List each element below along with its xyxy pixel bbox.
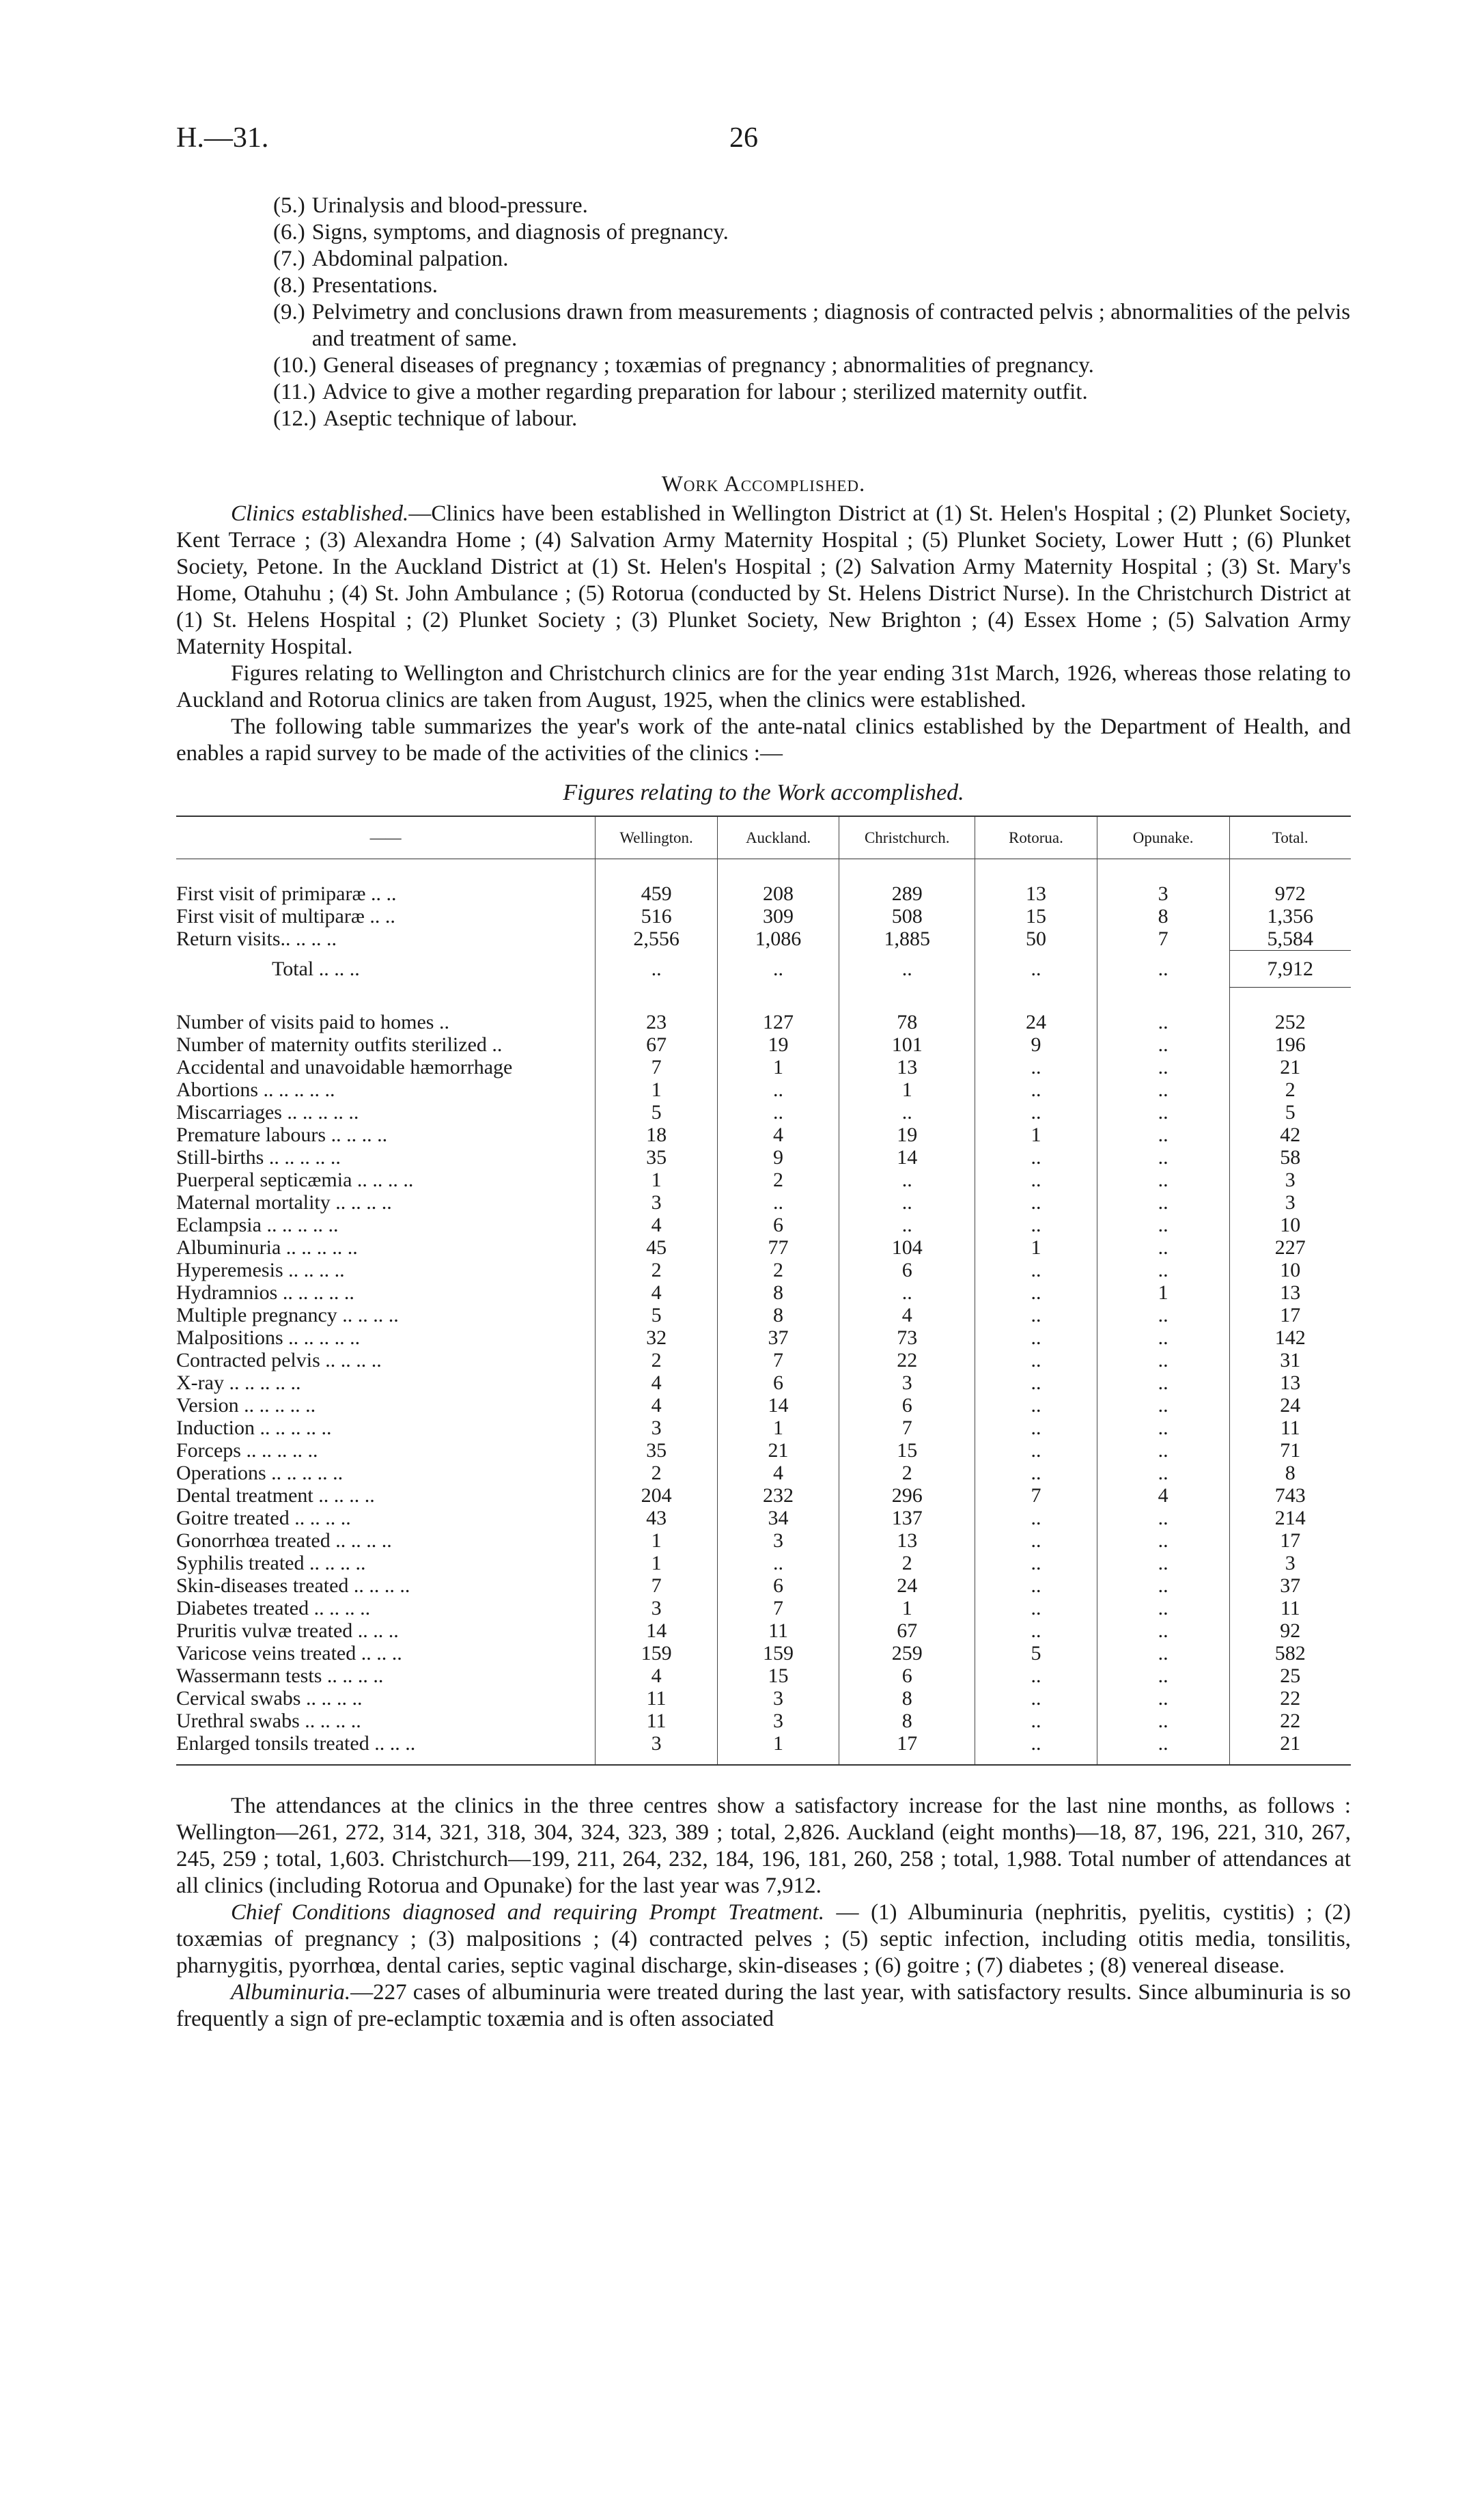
- main-body: [176, 471, 1351, 2033]
- table-row: Accidental and unavoidable hæmorrhage 7 1 13 .. .. 21: [176, 1056, 1351, 1078]
- total-row: Total .. .. .. .. .. .. .. .. 7,912: [176, 951, 1351, 988]
- table-row: Return visits.. .. .. .. 2,556 1,086 1,885 50 7 5,584: [176, 928, 1351, 951]
- table-row: Pruritis vulvæ treated .. .. .. 14 11 67 .. .. 92: [176, 1619, 1351, 1642]
- column-header: Auckland.: [717, 816, 839, 859]
- table-row: Version .. .. .. .. .. 4 14 6 .. .. 24: [176, 1394, 1351, 1417]
- paragraph-clinics: Clinics established.—Clinics have been established in Wellington District at (1) St. Helen's Hospital ; (2) Plunket Society, Kent Terrace ; (3) Alexandra Home ; (4) Salvation Army Maternity Hospital ; (5) Plunket Society, Lower Hutt ; (6) Plunket Society, Petone. In the Auckland District at (1) St. Helen's Hospital ; (2) Salvation Army Maternity Hospital ; (3) St. Mary's Home, Otahuhu ; (4) St. John Ambulance ; (5) Rotorua (conducted by St. Helens District Nurse). In the Christchurch District at (1) St. Helens Hospital ; (2) Plunket Society ; (3) Plunket Society, New Brighton ; (4) Essex Home ; (5) Salvation Army Maternity Hospital.: [176, 501, 1351, 659]
- column-header: Opunake.: [1097, 816, 1229, 859]
- table-row: Wassermann tests .. .. .. .. 4 15 6 .. .. 25: [176, 1665, 1351, 1687]
- paragraph-chief-conditions: Chief Conditions diagnosed and requiring Prompt Treatment. — (1) Albuminuria (nephritis, pyelitis, cystitis) ; (2) toxæmias of pregnancy ; (3) malpositions ; (4) contracted pelves ; (5) septic infection, including otitis media, tonsilitis, pharnygitis, pyorrhœa, dental caries, septic vaginal discharge, skin-diseases ; (6) goitre ; (7) diabetes ; (8) venereal disease.: [176, 1900, 1352, 1978]
- section-heading: Work Accomplished.: [661, 472, 866, 497]
- column-header: Total.: [1229, 816, 1351, 859]
- table-row: Induction .. .. .. .. .. 3 1 7 .. .. 11: [176, 1417, 1351, 1439]
- table-row: Enlarged tonsils treated .. .. .. 3 1 17 .. .. 21: [176, 1732, 1351, 1755]
- column-header: Rotorua.: [975, 816, 1097, 859]
- list-item: (6.) Signs, symptoms, and diagnosis of pregnancy.: [273, 220, 729, 245]
- list-item: (7.) Abdominal palpation.: [273, 247, 509, 271]
- page-number: 26: [729, 122, 758, 154]
- table-row: Urethral swabs .. .. .. .. 11 3 8 .. .. 22: [176, 1710, 1351, 1732]
- table-row: Premature labours .. .. .. .. 18 4 19 1 .. 42: [176, 1124, 1351, 1146]
- closing-text: [176, 1793, 1351, 2033]
- table-row: Hyperemesis .. .. .. .. 2 2 6 .. .. 10: [176, 1259, 1351, 1281]
- list-item: (10.) General diseases of pregnancy ; toxæmias of pregnancy ; abnormalities of pregnancy.: [273, 353, 1094, 378]
- table-row: Contracted pelvis .. .. .. .. 2 7 22 .. .. 31: [176, 1349, 1351, 1371]
- table-row: Malpositions .. .. .. .. .. 32 37 73 .. .. 142: [176, 1326, 1351, 1349]
- table-body: [176, 859, 1351, 1766]
- run-in-heading: Clinics established.: [231, 501, 409, 526]
- table-row: First visit of primiparæ .. .. 459 208 289 13 3 972: [176, 882, 1351, 905]
- syllabus-list: [273, 193, 1359, 432]
- list-item: (5.) Urinalysis and blood-pressure.: [273, 193, 588, 218]
- paragraph-albuminuria: Albuminuria.—227 cases of albuminuria were treated during the last year, with satisfactory results. Since albuminuria is so frequently a sign of pre-eclamptic toxæmia and is often associated: [176, 1980, 1351, 2031]
- table-row: Syphilis treated .. .. .. .. 1 .. 2 .. .. 3: [176, 1552, 1351, 1574]
- paragraph-summary: The following table summarizes the year's work of the ante-natal clinics established by the Department of Health, and enables a rapid survey to be made of the activities of the clinics :—: [176, 714, 1351, 766]
- run-in-heading: Albuminuria.: [231, 1980, 351, 2005]
- table-row: Varicose veins treated .. .. .. 159 159 259 5 .. 582: [176, 1642, 1351, 1665]
- report-code: H.—31.: [176, 122, 269, 154]
- list-item: (11.) Advice to give a mother regarding preparation for labour ; sterilized maternity outfit.: [273, 380, 1088, 404]
- table-row: Miscarriages .. .. .. .. .. 5 .. .. .. .. 5: [176, 1101, 1351, 1124]
- list-item: (8.) Presentations.: [273, 273, 438, 298]
- column-header: Christchurch.: [839, 816, 975, 859]
- table-row: Eclampsia .. .. .. .. .. 4 6 .. .. .. 10: [176, 1214, 1351, 1236]
- table-row: Skin-diseases treated .. .. .. .. 7 6 24 .. .. 37: [176, 1574, 1351, 1597]
- table-row: Albuminuria .. .. .. .. .. 45 77 104 1 .. 227: [176, 1236, 1351, 1259]
- column-header: Wellington.: [596, 816, 717, 859]
- table-row: Operations .. .. .. .. .. 2 4 2 .. .. 8: [176, 1462, 1351, 1484]
- table-row: Number of visits paid to homes .. 23 127 78 24 .. 252: [176, 1011, 1351, 1033]
- list-item: (12.) Aseptic technique of labour.: [273, 406, 578, 431]
- table-row: Goitre treated .. .. .. .. 43 34 137 .. .. 214: [176, 1507, 1351, 1529]
- table-row: Forceps .. .. .. .. .. 35 21 15 .. .. 71: [176, 1439, 1351, 1462]
- table-row: Abortions .. .. .. .. .. 1 .. 1 .. .. 2: [176, 1078, 1351, 1101]
- table-row: Gonorrhœa treated .. .. .. .. 1 3 13 .. .. 17: [176, 1529, 1351, 1552]
- table-row: Cervical swabs .. .. .. .. 11 3 8 .. .. 22: [176, 1687, 1351, 1710]
- work-table: [176, 816, 1351, 1766]
- paragraph-attendances: The attendances at the clinics in the three centres show a satisfactory increase for the last nine months, as follows : Wellington—261, 272, 314, 321, 318, 304, 324, 323, 389 ; total, 2,826. Auckland (eight months)—18, 87, 196, 221, 310, 267, 245, 259 ; total, 1,603. Christchurch—199, 211, 264, 232, 184, 196, 181, 260, 258 ; total, 1,988. Total number of attendances at all clinics (including Rotorua and Opunake) for the last year was 7,912.: [176, 1794, 1351, 1898]
- table-row: Hydramnios .. .. .. .. .. 4 8 .. .. 1 13: [176, 1281, 1351, 1304]
- list-item: (9.) Pelvimetry and conclusions drawn from measurements ; diagnosis of contracted pelvis ; abnormalities of the pelvis and treatment of same.: [273, 300, 1351, 351]
- table-row: [176, 1755, 1351, 1765]
- table-row: X-ray .. .. .. .. .. 4 6 3 .. .. 13: [176, 1371, 1351, 1394]
- table-caption: Figures relating to the Work accomplished.: [563, 780, 964, 805]
- paragraph-figures: Figures relating to Wellington and Christchurch clinics are for the year ending 31st March, 1926, whereas those relating to Auckland and Rotorua clinics are taken from August, 1925, when the clinics were established.: [176, 661, 1351, 712]
- page-header: [176, 122, 1308, 163]
- table-row: Number of maternity outfits sterilized .. 67 19 101 9 .. 196: [176, 1033, 1351, 1056]
- table-row: Multiple pregnancy .. .. .. .. 5 8 4 .. .. 17: [176, 1304, 1351, 1326]
- table-row: Dental treatment .. .. .. .. 204 232 296 7 4 743: [176, 1484, 1351, 1507]
- table-row: Puerperal septicæmia .. .. .. .. 1 2 .. .. .. 3: [176, 1169, 1351, 1191]
- table-row: First visit of multiparæ .. .. 516 309 508 15 8 1,356: [176, 905, 1351, 928]
- table-row: Maternal mortality .. .. .. .. 3 .. .. .. .. 3: [176, 1191, 1351, 1214]
- table-row: Still-births .. .. .. .. .. 35 9 14 .. .. 58: [176, 1146, 1351, 1169]
- table-row: Diabetes treated .. .. .. .. 3 7 1 .. .. 11: [176, 1597, 1351, 1619]
- run-in-heading: Chief Conditions diagnosed and requiring Prompt Treatment.: [231, 1900, 824, 1925]
- column-header: ——: [369, 829, 402, 846]
